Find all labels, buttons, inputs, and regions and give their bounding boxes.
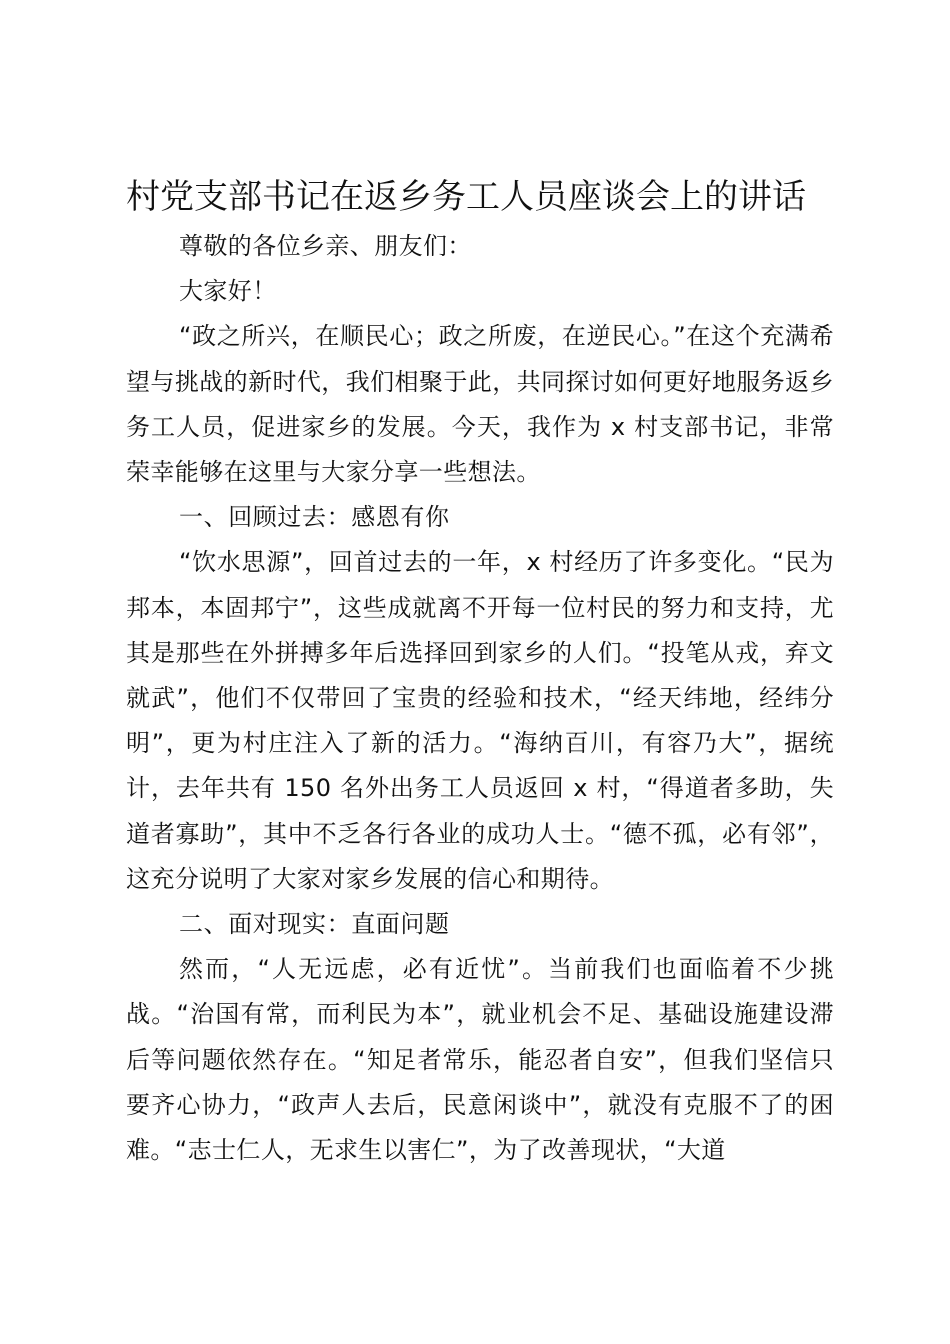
paragraph-reality: 然而，“人无远虑，必有近忧”。当前我们也面临着不少挑战。“治国有常，而利民为本”，就业机会不足、基础设施建设滞后等问题依然存在。“知足者常乐，能忍者自安”，但我们坚信只要齐心协力，“政声人去后，民意闲谈中”，就没有克服不了的困难。“志士仁人，无求生以害仁”，为了改善现状，“大道 [126,955,834,1165]
paragraph-review: “饮水思源”，回首过去的一年，x 村经历了许多变化。“民为邦本，本固邦宁”，这些成就离不开每一位村民的努力和支持，尤其是那些在外拼搏多年后选择回到家乡的人们。“投笔从戎，弃文就武”，他们不仅带回了宝贵的经验和技术，“经天纬地，经纬分明”，更为村庄注入了新的活力。“海纳百川，有容乃大”，据统计，去年共有 150 名外出务工人员返回 x 村，“得道者多助，失道者寡助”，其中不乏各行各业的成功人士。“德不孤，必有邻”，这充分说明了大家对家乡发展的信心和期待。 [126,548,835,893]
salutation: 尊敬的各位乡亲、朋友们： [179,232,472,260]
paragraph-intro: “政之所兴，在顺民心；政之所废，在逆民心。”在这个充满希望与挑战的新时代，我们相聚于此，共同探讨如何更好地服务返乡务工人员，促进家乡的发展。今天，我作为 x 村支部书记，非常荣幸能够在这里与大家分享一些想法。 [126,322,834,487]
section-heading-2: 二、面对现实：直面问题 [179,910,450,939]
document-title: 村党支部书记在返乡务工人员座谈会上的讲话 [126,177,806,217]
document-body [126,224,834,1173]
greeting: 大家好！ [179,277,277,306]
section-heading-1: 一、回顾过去：感恩有你 [179,503,450,532]
